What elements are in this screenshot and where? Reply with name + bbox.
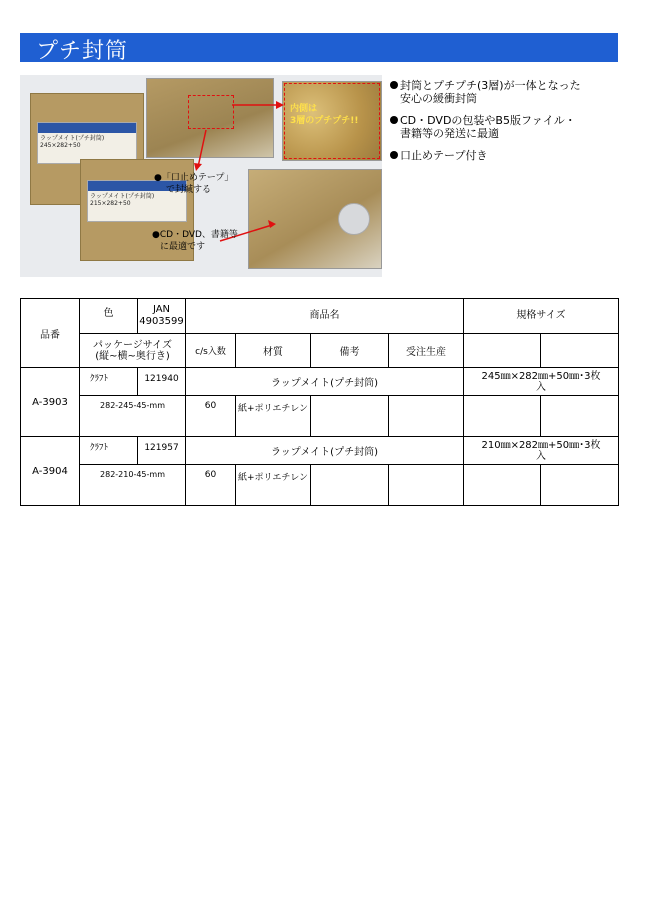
- bullet-icon: [390, 151, 398, 159]
- envelope-back-image: ラップメイト(プチ封筒) 245×282+50: [30, 93, 144, 205]
- row-juchu: [389, 465, 464, 506]
- row-iro: ｸﾗﾌﾄ: [80, 437, 138, 465]
- row-biko: [311, 396, 389, 437]
- row-name: ラップメイト(プチ封筒): [186, 437, 464, 465]
- header-shohinmei: 商品名: [186, 299, 464, 334]
- envelope-front-image: ラップメイト(プチ封筒) 215×282+50: [80, 159, 194, 261]
- table-row: [21, 437, 619, 465]
- header-hinban: 品番: [21, 299, 80, 368]
- table-row: [21, 368, 619, 396]
- header-juchu: 受注生産: [389, 334, 464, 368]
- caption-inside-line2: 3層のプチプチ!!: [290, 116, 359, 126]
- header-package: パッケージサイズ (縦~横~奥行き): [80, 334, 186, 368]
- caption-inside-line1: 内側は: [290, 104, 318, 114]
- caption-cd-line2: に最適です: [160, 242, 206, 252]
- row-hinban: A-3903: [21, 368, 80, 437]
- feature-item: CD・DVDの包装やB5版ファイル・ 書籍等の発送に最適: [390, 114, 620, 140]
- row-blank-2: [541, 465, 619, 506]
- row-jan: 121940: [138, 368, 186, 396]
- header-blank-1: [464, 334, 541, 368]
- header-biko: 備考: [311, 334, 389, 368]
- header-blank-2: [541, 334, 619, 368]
- row-biko: [311, 465, 389, 506]
- bullet-icon: [390, 81, 398, 89]
- caption-tape-line1: ●「口止めテープ」: [154, 173, 234, 183]
- row-zaishitsu: 紙+ポリエチレン: [236, 465, 311, 506]
- row-package: 282-245-45-mm: [80, 396, 186, 437]
- header-cs: c/s入数: [186, 334, 236, 368]
- table-row: [21, 396, 619, 437]
- row-name: ラップメイト(プチ封筒): [186, 368, 464, 396]
- row-package: 282-210-45-mm: [80, 465, 186, 506]
- feature-list: [390, 79, 620, 171]
- caption-tape-line2: で封緘する: [166, 185, 212, 195]
- feature-item: 封筒とプチプチ(3層)が一体となった 安心の緩衝封筒: [390, 79, 620, 105]
- table-row: [21, 465, 619, 506]
- header-zaishitsu: 材質: [236, 334, 311, 368]
- feature-item: 口止めテープ付き: [390, 149, 620, 162]
- row-blank-1: [464, 465, 541, 506]
- row-zaishitsu: 紙+ポリエチレン: [236, 396, 311, 437]
- header-iro: 色: [80, 299, 138, 334]
- bullet-icon: [390, 116, 398, 124]
- row-blank-2: [541, 396, 619, 437]
- row-cs: 60: [186, 396, 236, 437]
- product-photo: [20, 75, 382, 277]
- row-jan: 121957: [138, 437, 186, 465]
- row-hinban: A-3904: [21, 437, 80, 506]
- page-title: プチ封筒: [36, 39, 129, 64]
- row-cs: 60: [186, 465, 236, 506]
- row-size: 245㎜×282㎜+50㎜･3枚 入: [464, 368, 619, 396]
- caption-cd-line1: ●CD・DVD、書籍等: [152, 230, 238, 240]
- spec-table: [20, 298, 619, 506]
- row-juchu: [389, 396, 464, 437]
- title-bar: [20, 33, 618, 62]
- row-iro: ｸﾗﾌﾄ: [80, 368, 138, 396]
- header-kikaku: 規格サイズ: [464, 299, 619, 334]
- row-blank-1: [464, 396, 541, 437]
- row-size: 210㎜×282㎜+50㎜･3枚 入: [464, 437, 619, 465]
- header-jan: JAN 4903599: [138, 299, 186, 334]
